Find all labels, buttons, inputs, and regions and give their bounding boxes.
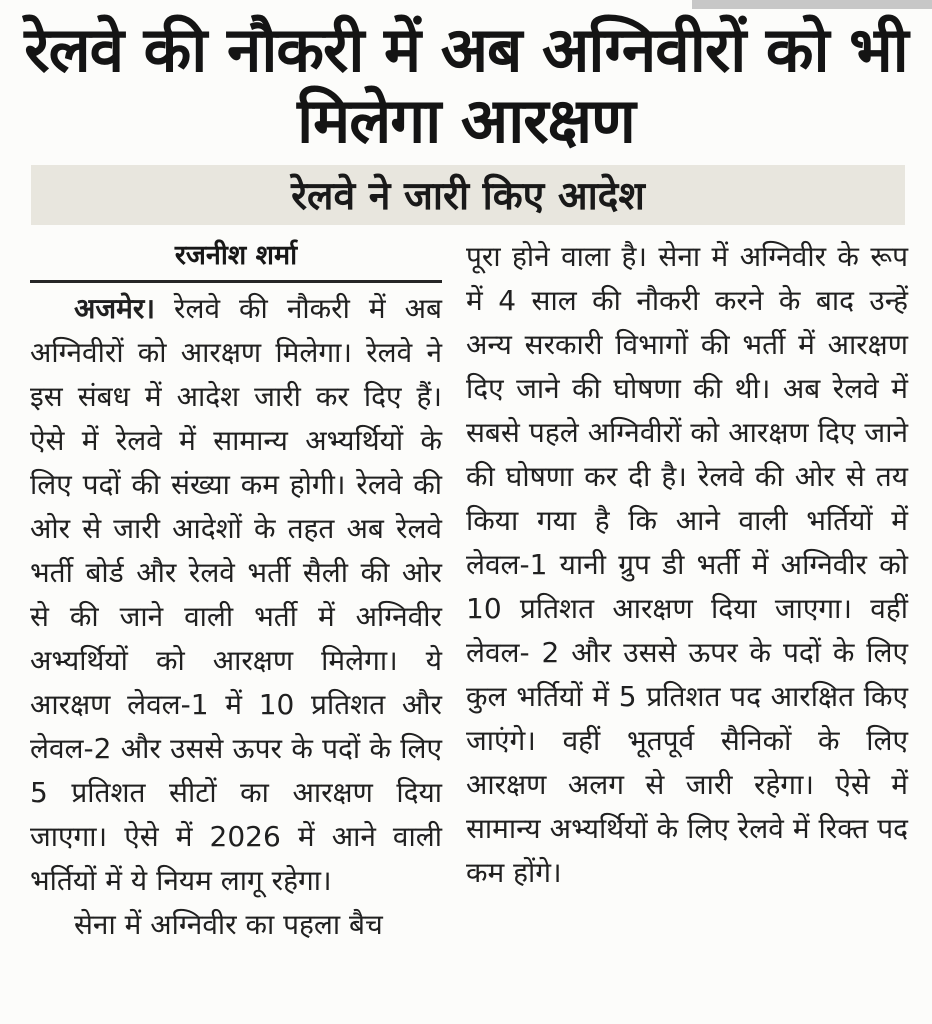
subheadline: रेलवे ने जारी किए आदेश: [291, 174, 645, 220]
paragraph-1-text: रेलवे की नौकरी में अब अग्निवीरों को आरक्षण मिलेगा। रेलवे ने इस संबध में आदेश जारी कर दिए हैं। ऐसे में रेलवे में सामान्य अभ्यर्थियों के लिए पदों की संख्या कम होगी। रेलवे की ओर से जारी आदेशों के तहत अब रेलवे भर्ती बोर्ड और रेलवे भर्ती सैली की ओर से की जाने वाली भर्ती में अग्निवीर अभ्यर्थियों को आरक्षण मिलेगा। ये आरक्षण लेवल-1 में 10 प्रतिशत और लेवल-2 और उससे ऊपर के पदों के लिए 5 प्रतिशत सीटों का आरक्षण दिया जाएगा। ऐसे में 2026 में आने वाली भर्तियों में ये नियम लागू रहेगा।: [30, 291, 442, 897]
subheadline-band: [31, 165, 905, 225]
byline: रजनीश शर्मा: [174, 239, 298, 271]
left-column: [30, 233, 442, 947]
paragraph-3: पूरा होने वाला है। सेना में अग्निवीर के रूप में 4 साल की नौकरी करने के बाद उन्हें अन्य सरकारी विभागों की भर्ती में आरक्षण दिए जाने की घोषणा की थी। अब रेलवे में सबसे पहले अग्निवीरों को आरक्षण दिए जाने की घोषणा कर दी है। रेलवे की ओर से तय किया गया है कि आने वाली भर्तियों में लेवल-1 यानी ग्रुप डी भर्ती में अग्निवीर को 10 प्रतिशत आरक्षण दिया जाएगा। वहीं लेवल- 2 और उससे ऊपर के पदों के लिए कुल भर्तियों में 5 प्रतिशत पद आरक्षित किए जाएंगे। वहीं भूतपूर्व सैनिकों के लिए आरक्षण अलग से जारी रहेगा। ऐसे में सामान्य अभ्यर्थियों के लिए रेलवे में रिक्त पद कम होंगे।: [466, 239, 908, 889]
right-column: [466, 233, 908, 947]
scan-edge-artifact: [692, 0, 932, 9]
paragraph-1: [30, 287, 442, 903]
headline: रेलवे की नौकरी में अब अग्निवीरों को भी मिलेगा आरक्षण: [24, 13, 908, 158]
dateline: अजमेर।: [74, 291, 155, 325]
byline-block: [30, 233, 442, 283]
paragraph-2: सेना में अग्निवीर का पहला बैच: [74, 907, 383, 941]
article-body: [0, 225, 932, 947]
